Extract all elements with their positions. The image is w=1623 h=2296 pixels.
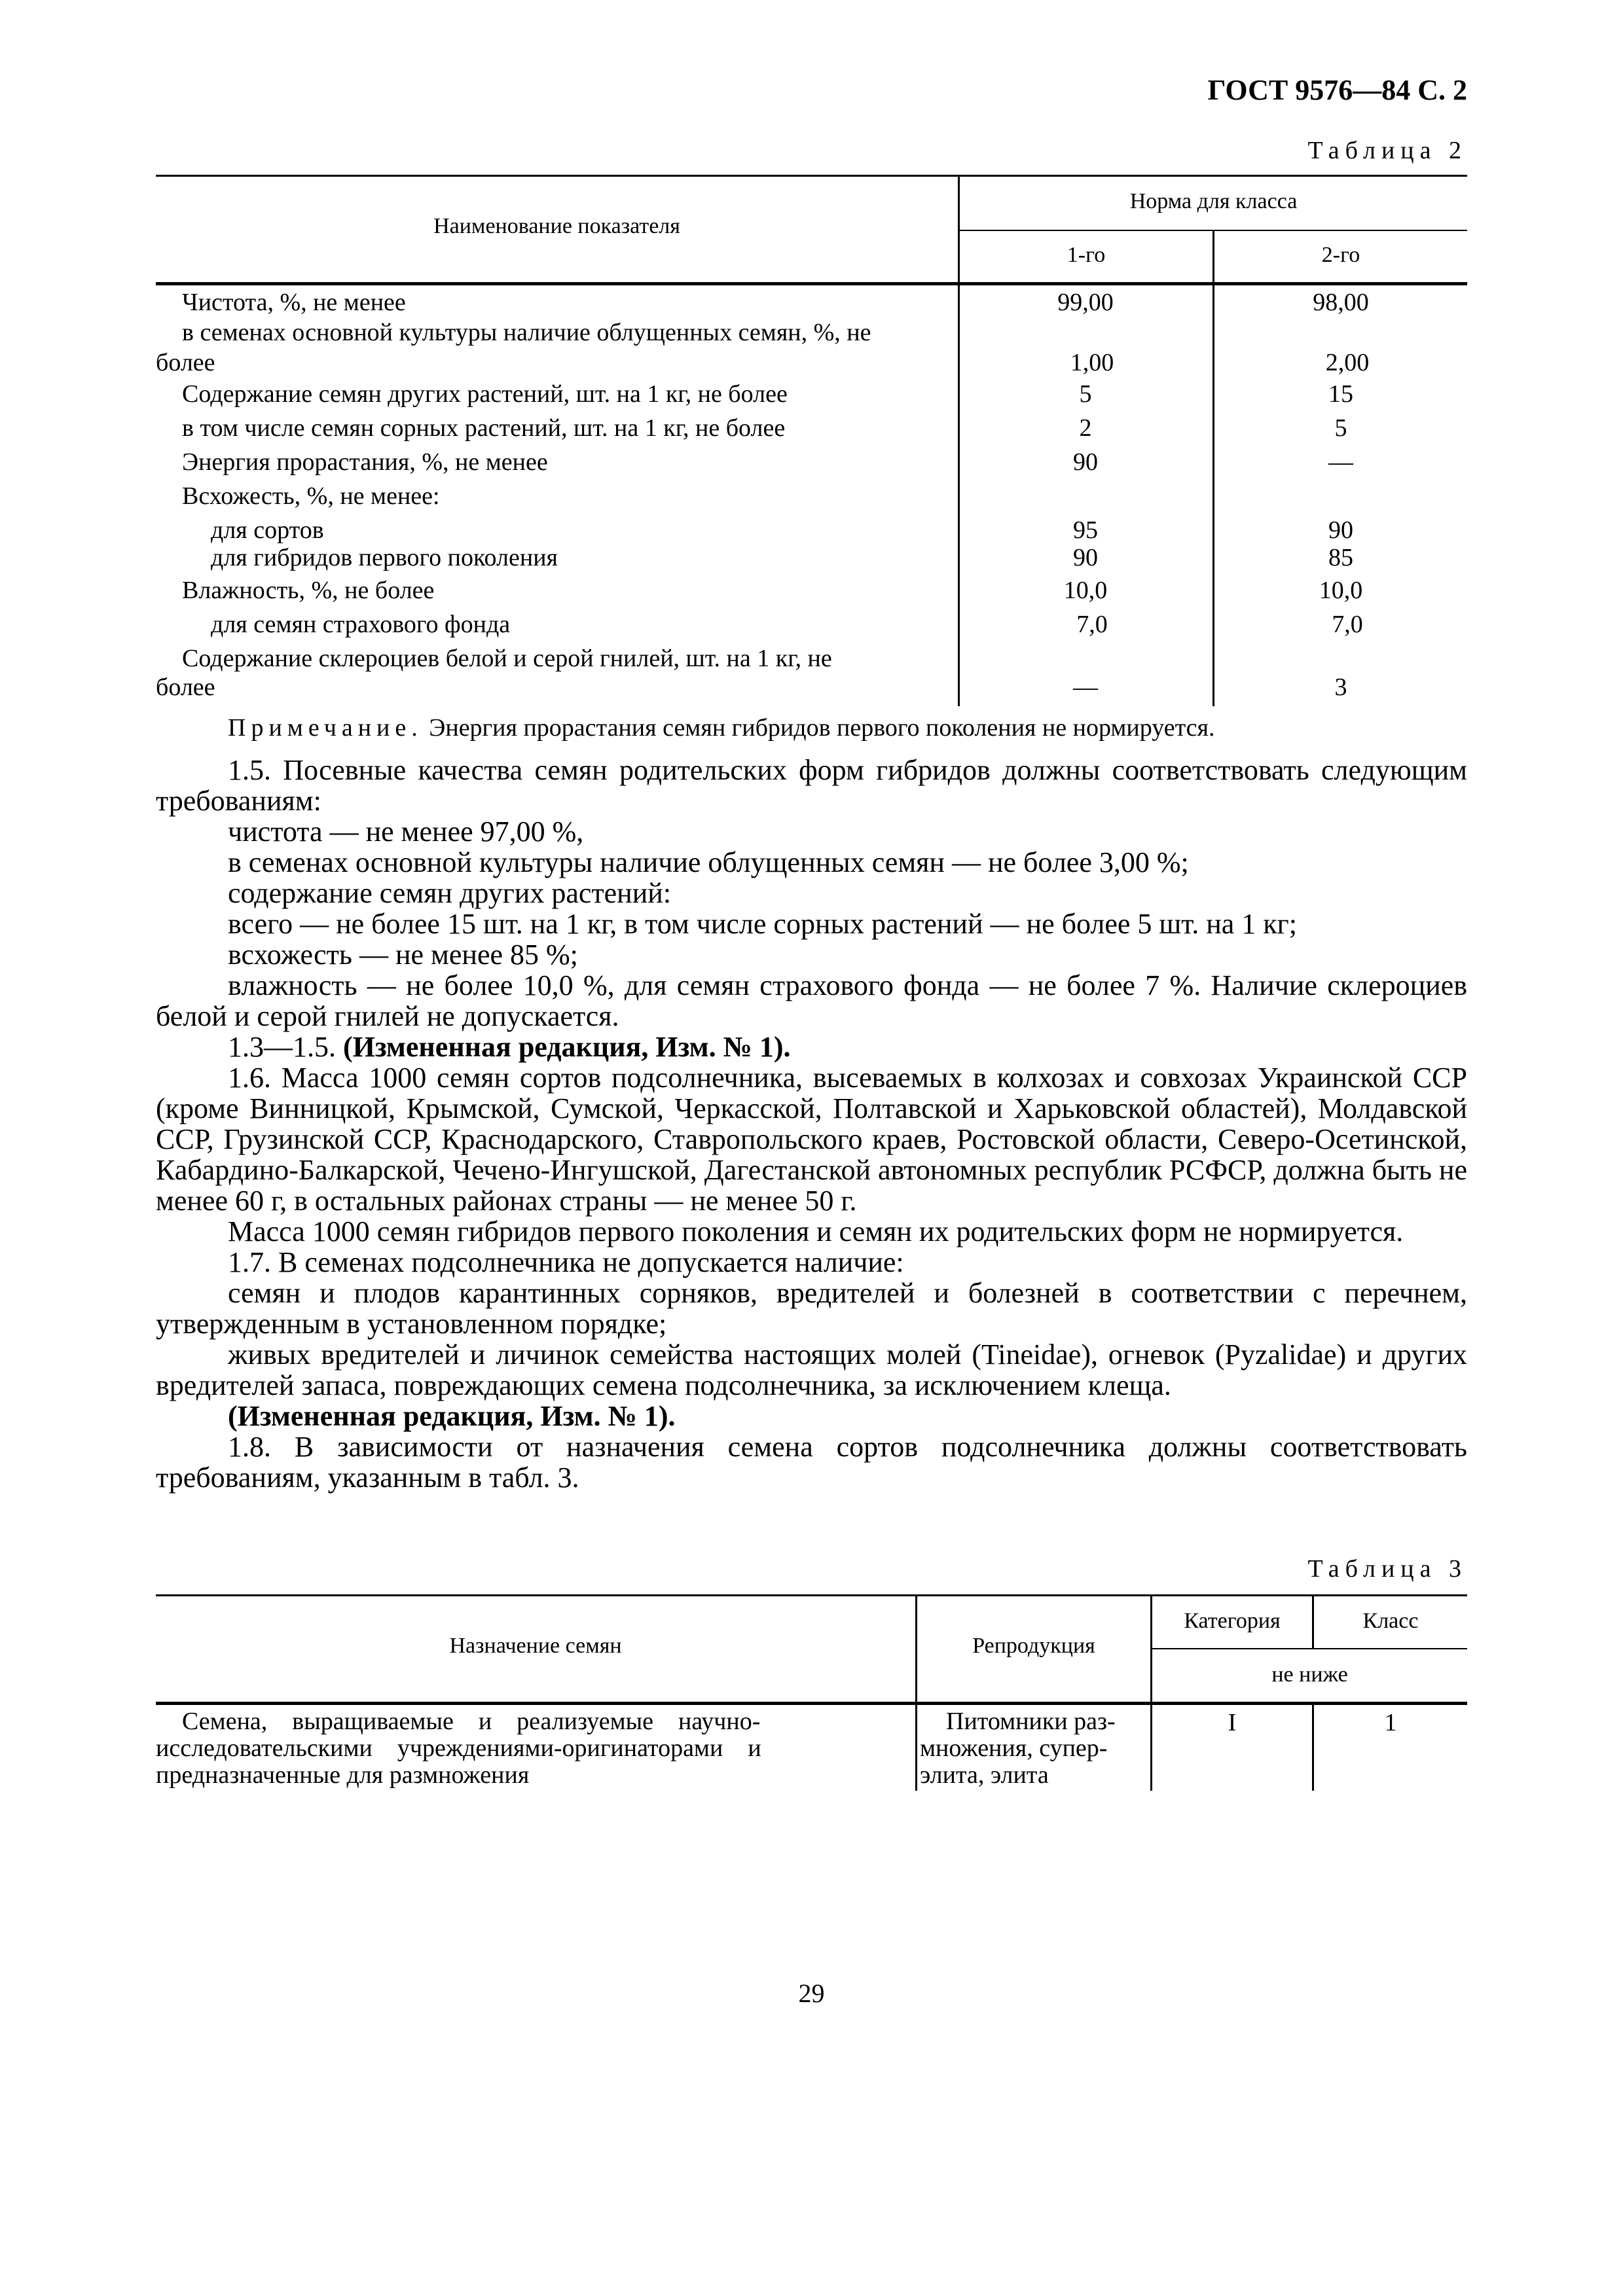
- req-hulled: в семенах основной культуры наличие облущенных семян — не более 3,00 %;: [228, 846, 1189, 878]
- table2-value-class2: 2,00: [1325, 349, 1370, 376]
- table3-top-rule: [156, 1594, 1467, 1596]
- table3-header-rule: [156, 1702, 1467, 1705]
- table2-header-rule: [156, 282, 1467, 285]
- table2-header-class2: 2-го: [1321, 243, 1360, 267]
- table3-category-rule: [1150, 1648, 1467, 1649]
- reproduction-line: множения, супер-: [920, 1734, 1108, 1762]
- table3-header-purpose: Назначение семян: [449, 1634, 622, 1658]
- table2-value-class1: 7,0: [1076, 611, 1108, 638]
- table2-value-class2: 3: [1334, 673, 1347, 701]
- table2-value-class2: 98,00: [1313, 289, 1369, 316]
- table3-col-divider-1: [915, 1594, 917, 1791]
- req-total: всего — не более 15 шт. на 1 кг, в том числе сорных растений — не более 5 шт. на 1 кг;: [228, 908, 1297, 940]
- table2-col-divider-2: [1213, 231, 1214, 706]
- req-purity: чистота — не менее 97,00 %,: [228, 816, 584, 848]
- table2-header-norm: Норма для класса: [1129, 189, 1298, 213]
- req-other-seeds: содержание семян других растений:: [228, 877, 672, 909]
- table2-row-label: Всхожесть, %, не менее:: [182, 482, 440, 510]
- table2-row-label: для сортов: [211, 516, 324, 544]
- table2: [156, 175, 1467, 706]
- body-text: [156, 755, 1467, 1493]
- amendment-1-7: (Измененная редакция, Изм. № 1).: [228, 1400, 676, 1432]
- table2-row-label-cont: более: [156, 673, 215, 701]
- note-label: Примечание.: [228, 714, 423, 742]
- table2-row-label: Чистота, %, не менее: [182, 289, 406, 316]
- reproduction-line: элита, элита: [920, 1761, 1049, 1789]
- table2-value-class1: 2: [1079, 414, 1092, 442]
- table2-value-class1: 99,00: [1057, 289, 1114, 316]
- table2-value-class2: 5: [1334, 414, 1347, 442]
- table2-value-class1: 5: [1079, 380, 1092, 408]
- table2-value-class1: 1,00: [1070, 349, 1114, 376]
- table3-header-not-lower: не ниже: [1271, 1662, 1348, 1687]
- table2-row-label: для гибридов первого поколения: [211, 544, 558, 571]
- table2-header-class1: 1-го: [1067, 243, 1106, 267]
- table2-row-label-cont: более: [156, 349, 215, 376]
- note-text: Энергия прорастания семян гибридов первого поколения не нормируется.: [422, 714, 1215, 742]
- table2-value-class2: 90: [1328, 516, 1353, 544]
- table3-category-value: I: [1228, 1709, 1237, 1736]
- table2-note: [228, 713, 1215, 742]
- purpose-line: Семена, выращиваемые и реализуемые научно-: [182, 1708, 761, 1735]
- table3-header-reproduction: Репродукция: [972, 1634, 1095, 1658]
- reproduction-line: Питомники раз-: [946, 1708, 1116, 1735]
- table3-purpose-cell: [156, 1708, 909, 1789]
- table2-header-name: Наименование показателя: [433, 214, 680, 238]
- table2-row-label: Энергия прорастания, %, не менее: [182, 448, 548, 476]
- req-moisture: влажность — не более 10,0 %, для семян страхового фонда — не более 7 %. Наличие склероциев белой и серой гнилей не допускается.: [156, 969, 1467, 1032]
- req-pests: живых вредителей и личинок семейства настоящих молей (Tineidae), огневок (Pyzalidae) и других вредителей запаса, повреждающих семена подсолнечника, за исключением клеща.: [156, 1338, 1467, 1401]
- table2-row-label: в том числе семян сорных растений, шт. на 1 кг, не более: [182, 414, 786, 442]
- table2-value-class2: 10,0: [1319, 577, 1363, 604]
- table3: [156, 1594, 1467, 1791]
- paragraph-1-6-hybrids: Масса 1000 семян гибридов первого поколения и семян их родительских форм не нормируется.: [228, 1215, 1404, 1247]
- amendment-1-3-1-5: [156, 1031, 1467, 1062]
- table2-row-label: для семян страхового фонда: [211, 611, 511, 638]
- table2-caption: Таблица 2: [1307, 137, 1467, 164]
- paragraph-1-7: 1.7. В семенах подсолнечника не допускается наличие:: [228, 1246, 904, 1278]
- amendment-number: 1.3—1.5.: [228, 1031, 343, 1063]
- table2-value-class1: 90: [1073, 544, 1098, 571]
- table2-row-label: Содержание склероциев белой и серой гнилей, шт. на 1 кг, не: [182, 645, 832, 672]
- paragraph-1-8: 1.8. В зависимости от назначения семена сортов подсолнечника должны соответствовать требованиям, указанным в табл. 3.: [156, 1431, 1467, 1494]
- table3-class-value: 1: [1384, 1709, 1397, 1736]
- paragraph-1-6: 1.6. Масса 1000 семян сортов подсолнечника, высеваемых в колхозах и совхозах Украинской ССР (кроме Винницкой, Крымской, Сумской, Черкасской, Полтавской и Харьковской областей), Молдавской ССР, Грузинской ССР, Краснодарского, Ставропольского краев, Ростовской области, Северо-Осетинской, Кабардино-Балкарской, Чечено-Ингушской, Дагестанской автономных республик РСФСР, должна быть не менее 60 г, в остальных районах страны — не менее 50 г.: [156, 1062, 1467, 1217]
- table2-value-class1: —: [1073, 673, 1098, 701]
- table2-value-class1: 90: [1073, 448, 1098, 476]
- req-quarantine: семян и плодов карантинных сорняков, вредителей и болезней в соответствии с перечнем, утвержденным в установленном порядке;: [156, 1277, 1467, 1340]
- table3-reproduction-cell: [920, 1708, 1149, 1789]
- table2-top-rule: [156, 175, 1467, 177]
- table2-value-class2: 15: [1328, 380, 1353, 408]
- page-number: 29: [798, 1979, 825, 2008]
- paragraph-1-5: 1.5. Посевные качества семян родительских форм гибридов должны соответствовать следующим требованиям:: [156, 754, 1467, 817]
- table3-header-category: Категория: [1184, 1609, 1281, 1633]
- table3-header-class: Класс: [1362, 1609, 1419, 1633]
- req-germination: всхожесть — не менее 85 %;: [228, 939, 578, 971]
- table2-value-class2: 85: [1328, 544, 1353, 571]
- table2-row-label: Содержание семян других растений, шт. на 1 кг, не более: [182, 380, 788, 408]
- amendment-note: (Измененная редакция, Изм. № 1).: [343, 1031, 791, 1063]
- standard-header: ГОСТ 9576—84 С. 2: [1207, 74, 1467, 106]
- table2-value-class2: —: [1328, 448, 1353, 476]
- table2-value-class1: 10,0: [1063, 577, 1108, 604]
- purpose-line: исследовательскими учреждениями-оригинаторами и: [156, 1734, 761, 1762]
- purpose-line: предназначенные для размножения: [156, 1761, 530, 1789]
- table2-row-label: в семенах основной культуры наличие облущенных семян, %, не: [182, 319, 871, 346]
- table2-value-class1: 95: [1073, 516, 1098, 544]
- table2-row-label: Влажность, %, не более: [182, 577, 435, 604]
- table3-caption: Таблица 3: [1307, 1555, 1467, 1583]
- table2-value-class2: 7,0: [1332, 611, 1363, 638]
